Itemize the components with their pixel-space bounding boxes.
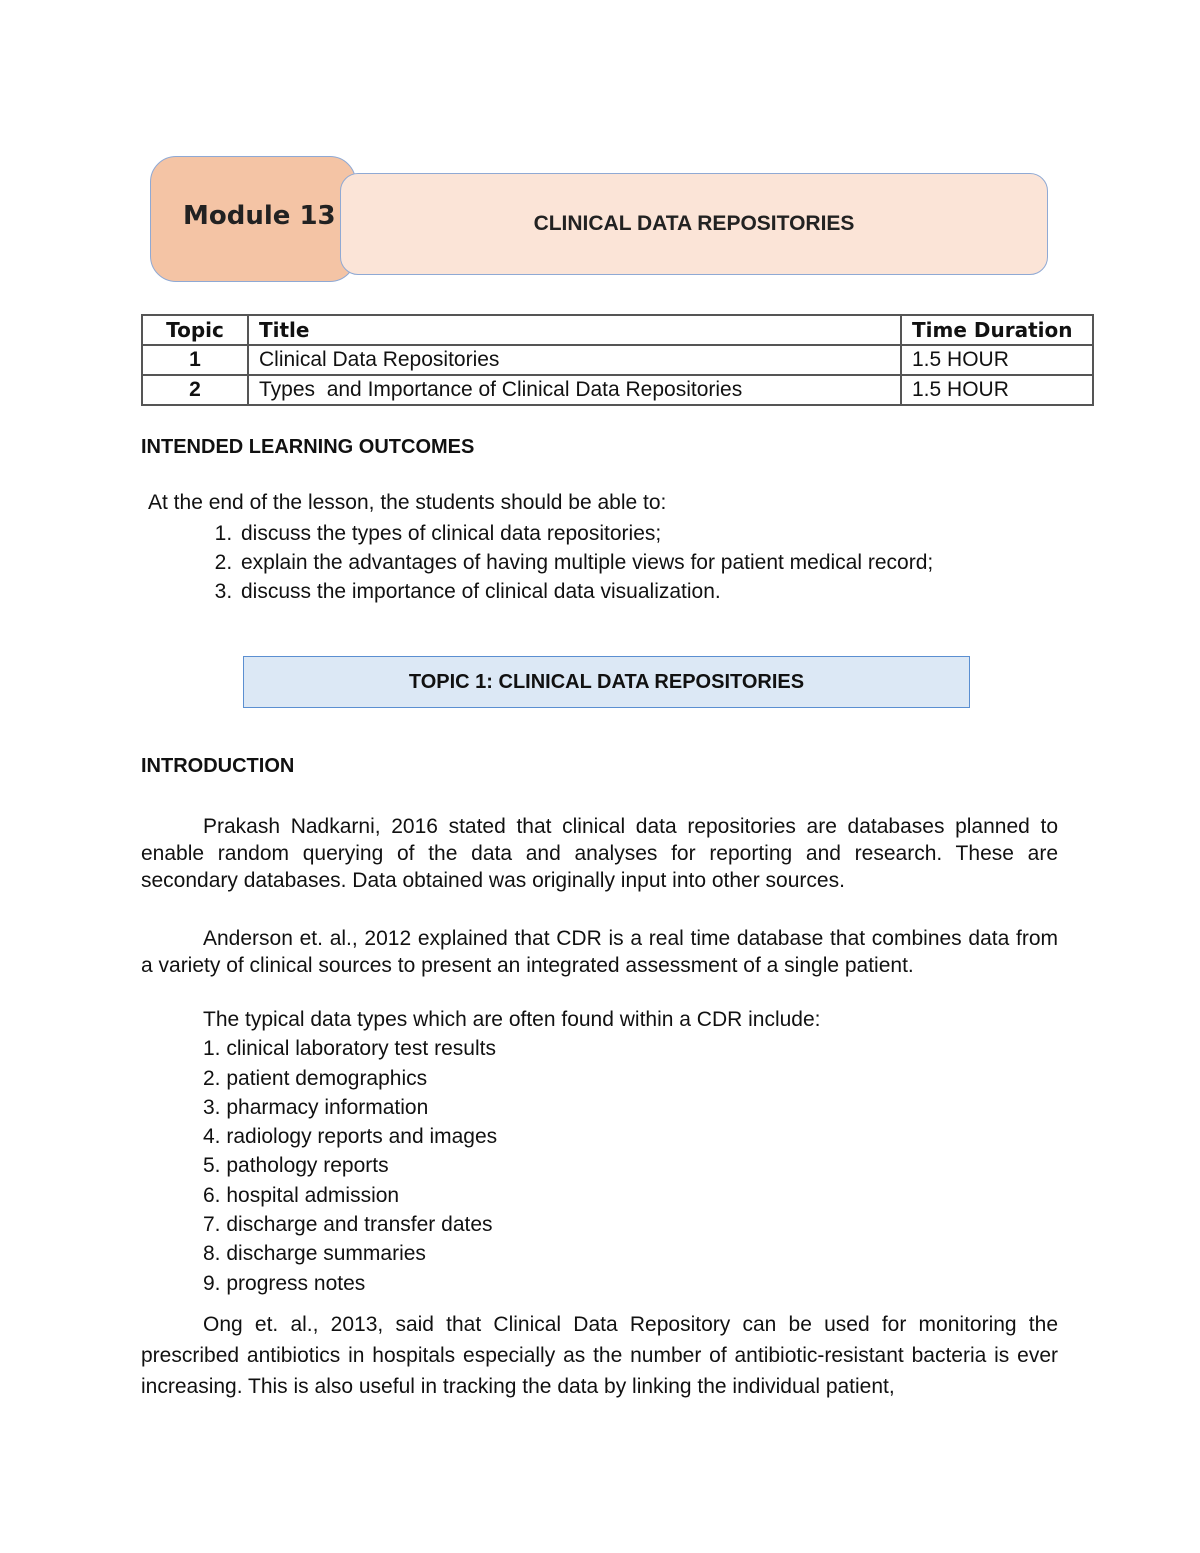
list-item: 7. discharge and transfer dates bbox=[203, 1213, 493, 1237]
list-item: 5. pathology reports bbox=[203, 1154, 389, 1178]
table-cell-duration: 1.5 HOUR bbox=[901, 375, 1093, 405]
data-types-intro: The typical data types which are often found within a CDR include: bbox=[203, 1008, 821, 1031]
outcomes-heading: INTENDED LEARNING OUTCOMES bbox=[141, 436, 475, 458]
list-item: 9. progress notes bbox=[203, 1271, 366, 1295]
module-title-box bbox=[340, 173, 1048, 275]
table-header-topic: Topic bbox=[142, 315, 248, 345]
outcomes-intro: At the end of the lesson, the students should be able to: bbox=[148, 491, 667, 514]
list-item: 2. patient demographics bbox=[203, 1066, 428, 1090]
topic-banner-label: TOPIC 1: CLINICAL DATA REPOSITORIES bbox=[408, 670, 805, 693]
table-cell-topic: 1 bbox=[142, 345, 248, 375]
module-badge bbox=[150, 156, 356, 282]
outcomes-list bbox=[141, 519, 933, 606]
topics-table bbox=[141, 314, 1094, 406]
list-item: 8. discharge summaries bbox=[203, 1242, 426, 1266]
list-item: 2. explain the advantages of having multiple views for patient medical record; bbox=[238, 548, 933, 577]
table-header-title: Title bbox=[248, 315, 901, 345]
table-cell-duration: 1.5 HOUR bbox=[901, 345, 1093, 375]
intro-paragraph-3-text: Ong et. al., 2013, said that Clinical Data Repository can be used for monitoring the prescribed antibiotics in hospitals especially as the number of antibiotic-resistant bacteria is ever increasing. This is also useful in tracking the data by linking the individual patient, bbox=[141, 1313, 1058, 1398]
topic-banner bbox=[243, 656, 970, 708]
table-row bbox=[142, 345, 1093, 375]
intro-paragraph-1 bbox=[141, 813, 1058, 894]
table-header-duration: Time Duration bbox=[901, 315, 1093, 345]
list-item: 4. radiology reports and images bbox=[203, 1125, 498, 1149]
intro-paragraph-3 bbox=[141, 1309, 1058, 1402]
list-item: 1. clinical laboratory test results bbox=[203, 1037, 496, 1061]
list-item: 3. discuss the importance of clinical data visualization. bbox=[238, 577, 933, 606]
intro-paragraph-2 bbox=[141, 925, 1058, 979]
table-row bbox=[142, 375, 1093, 405]
module-title: CLINICAL DATA REPOSITORIES bbox=[533, 212, 855, 235]
data-types-list bbox=[203, 1005, 821, 1298]
list-item: 3. pharmacy information bbox=[203, 1095, 429, 1119]
list-item: 1. discuss the types of clinical data repositories; bbox=[238, 519, 933, 548]
module-number: Module 13 bbox=[183, 201, 336, 231]
list-item: 6. hospital admission bbox=[203, 1183, 400, 1207]
table-cell-title: Clinical Data Repositories bbox=[248, 345, 901, 375]
intro-paragraph-2-text: Anderson et. al., 2012 explained that CDR is a real time database that combines data from a variety of clinical sources to present an integrated assessment of a single patient. bbox=[141, 927, 1058, 977]
introduction-heading: INTRODUCTION bbox=[141, 755, 295, 777]
intro-paragraph-1-text: Prakash Nadkarni, 2016 stated that clinical data repositories are databases planned to enable random querying of the data and analyses for reporting and research. These are secondary databases. Data obtained was originally input into other sources. bbox=[141, 815, 1058, 892]
table-cell-topic: 2 bbox=[142, 375, 248, 405]
table-cell-title: Types and Importance of Clinical Data Repositories bbox=[248, 375, 901, 405]
table-header-row bbox=[142, 315, 1093, 345]
